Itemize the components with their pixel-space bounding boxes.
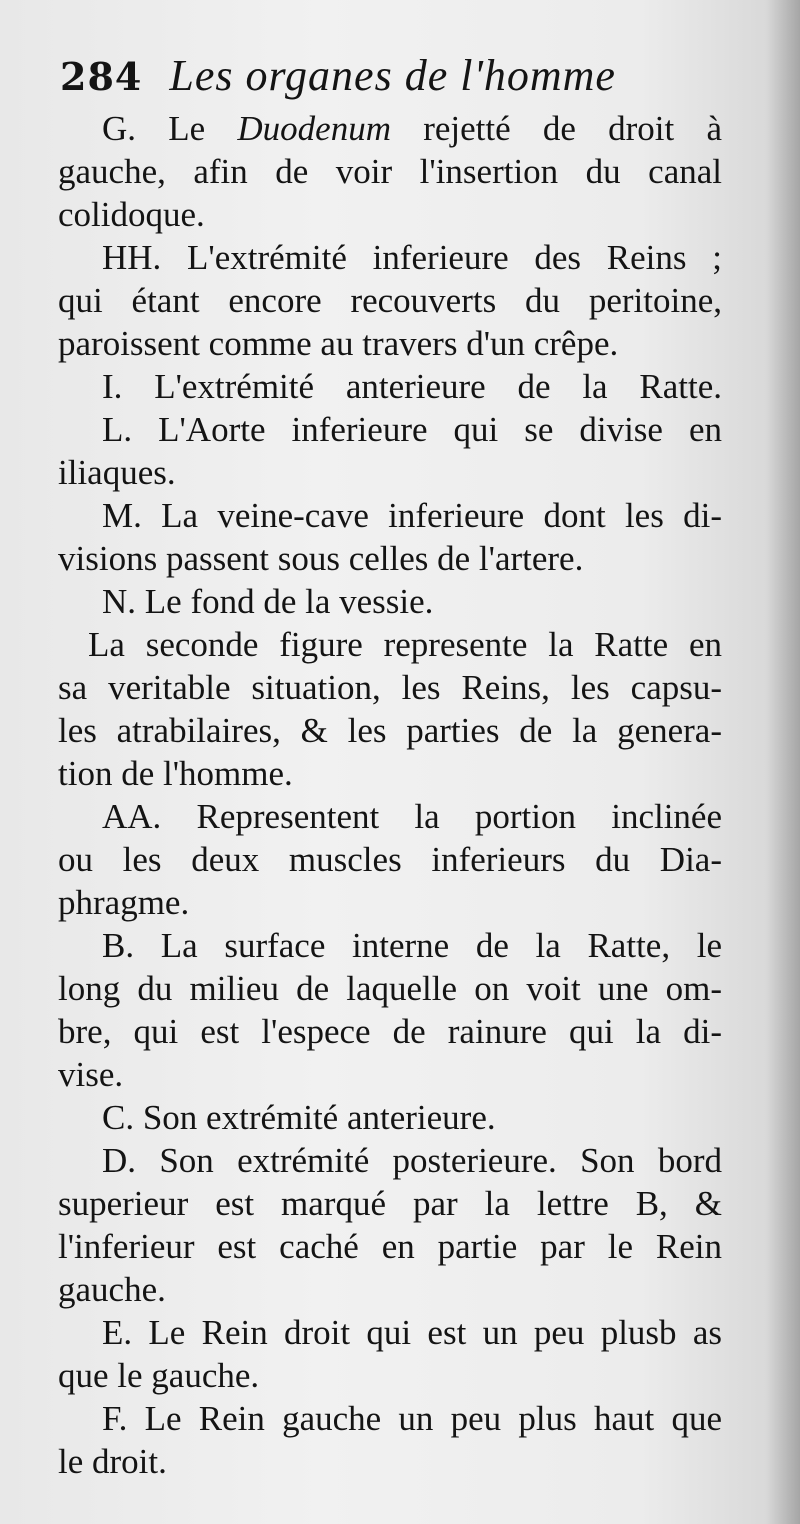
- text-line: [58, 1139, 722, 1182]
- line-text: phragme.: [58, 883, 190, 922]
- text-line: [58, 1440, 722, 1483]
- text-line: [58, 365, 722, 408]
- paragraph: [58, 494, 722, 580]
- paragraph: [58, 623, 722, 795]
- line-text: les atrabilaires, & les parties de la genera-: [58, 711, 722, 750]
- line-text: que le gauche.: [58, 1356, 260, 1395]
- text-line: [58, 1268, 722, 1311]
- line-text: gauche.: [58, 1270, 166, 1309]
- text-line: [58, 193, 722, 236]
- text-line: [58, 1311, 722, 1354]
- line-text: gauche, afin de voir l'insertion du canal: [58, 152, 722, 191]
- text-line: [58, 1182, 722, 1225]
- paragraph: [58, 107, 722, 236]
- page-number: 284: [60, 54, 143, 99]
- line-text: ou les deux muscles inferieurs du Dia-: [58, 840, 722, 879]
- line-text: G. Le: [102, 109, 238, 148]
- line-text: vise.: [58, 1055, 124, 1094]
- text-line: [58, 1397, 722, 1440]
- line-text: visions passent sous celles de l'artere.: [58, 539, 584, 578]
- paragraph: [58, 408, 722, 494]
- line-text-continued: rejetté de droit à: [390, 109, 722, 148]
- text-line: [58, 279, 722, 322]
- line-text: M. La veine-cave inferieure dont les di-: [102, 496, 722, 535]
- text-line: [58, 838, 722, 881]
- text-line: [58, 795, 722, 838]
- text-line: [58, 1354, 722, 1397]
- paragraph: [58, 580, 722, 623]
- text-line: [58, 537, 722, 580]
- line-text: colidoque.: [58, 195, 205, 234]
- paragraph: [58, 365, 722, 408]
- text-line: [58, 451, 722, 494]
- line-text: sa veritable situation, les Reins, les capsu-: [58, 668, 722, 707]
- line-text: La seconde figure represente la Ratte en: [88, 625, 722, 664]
- text-line: [58, 236, 722, 279]
- line-text: N. Le fond de la vessie.: [102, 582, 434, 621]
- page-gutter-shadow: [766, 0, 800, 1524]
- paragraph: [58, 795, 722, 924]
- text-line: [58, 752, 722, 795]
- line-text: paroissent comme au travers d'un crêpe.: [58, 324, 619, 363]
- running-title: Les organes de l'homme: [169, 51, 616, 100]
- text-line: [58, 150, 722, 193]
- text-line: [58, 580, 722, 623]
- text-line: [58, 1096, 722, 1139]
- text-line: [58, 666, 722, 709]
- text-line: [58, 924, 722, 967]
- line-text: B. La surface interne de la Ratte, le: [102, 926, 722, 965]
- text-line: [58, 408, 722, 451]
- text-line: [58, 1225, 722, 1268]
- line-text: long du milieu de laquelle on voit une om-: [58, 969, 722, 1008]
- paragraph: [58, 924, 722, 1096]
- line-text: L. L'Aorte inferieure qui se divise en: [102, 410, 722, 449]
- paragraph: [58, 1139, 722, 1311]
- text-line: [58, 709, 722, 752]
- text-line: [58, 967, 722, 1010]
- line-text: AA. Representent la portion inclinée: [102, 797, 722, 836]
- line-text: tion de l'homme.: [58, 754, 293, 793]
- line-text: iliaques.: [58, 453, 176, 492]
- line-text: C. Son extrémité anterieure.: [102, 1098, 496, 1137]
- line-text: I. L'extrémité anterieure de la Ratte.: [102, 367, 722, 406]
- text-line: [58, 881, 722, 924]
- line-text: E. Le Rein droit qui est un peu plusb as: [102, 1313, 722, 1352]
- paragraph: [58, 1096, 722, 1139]
- paragraph: [58, 1397, 722, 1483]
- line-text: l'inferieur est caché en partie par le Rein: [58, 1227, 722, 1266]
- paragraph: [58, 236, 722, 365]
- line-text: superieur est marqué par la lettre B, &: [58, 1184, 722, 1223]
- line-text: D. Son extrémité posterieure. Son bord: [102, 1141, 722, 1180]
- line-text: le droit.: [58, 1442, 167, 1481]
- text-line: [58, 322, 722, 365]
- text-line: [58, 1053, 722, 1096]
- italic-term: Duodenum: [237, 109, 391, 148]
- line-text: F. Le Rein gauche un peu plus haut que: [102, 1399, 722, 1438]
- line-text: qui étant encore recouverts du peritoine,: [58, 281, 722, 320]
- text-line: [58, 1010, 722, 1053]
- text-line: [58, 623, 722, 666]
- page-header: [60, 50, 740, 110]
- paragraph: [58, 1311, 722, 1397]
- text-line: [58, 107, 722, 150]
- body-text: [58, 107, 722, 1483]
- text-line: [58, 494, 722, 537]
- line-text: bre, qui est l'espece de rainure qui la di-: [58, 1012, 722, 1051]
- line-text: HH. L'extrémité inferieure des Reins ;: [102, 238, 722, 277]
